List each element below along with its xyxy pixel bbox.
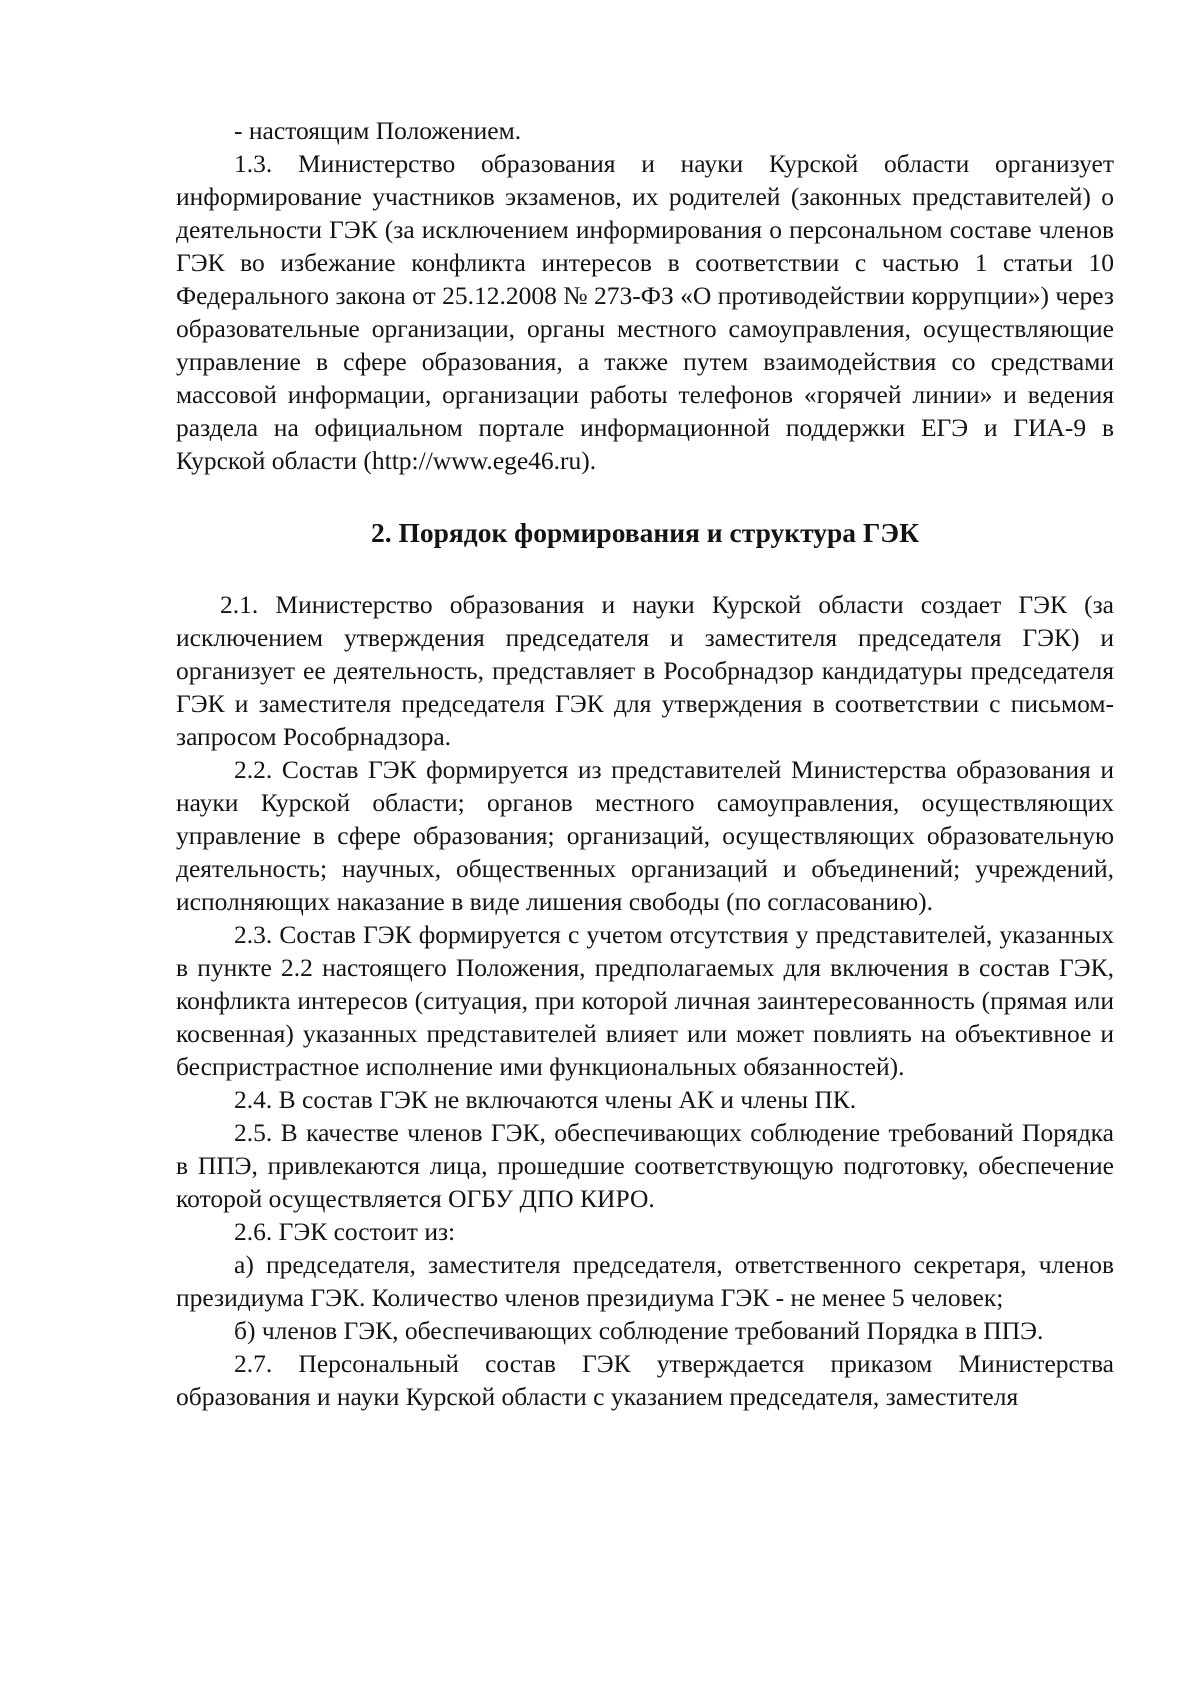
paragraph-2-5: 2.5. В качестве членов ГЭК, обеспечивающих соблюдение требований Порядка в ППЭ, привлекаются лица, прошедшие соответствующую подготовку, обеспечение которой осуществляется ОГБУ ДПО КИРО. — [176, 1118, 1114, 1213]
paragraph-1-3: 1.3. Министерство образования и науки Курской области организует информирование участников экзаменов, их родителей (законных представителей) о деятельности ГЭК (за исключением информирования о персональном составе членов ГЭК во избежание конфликта интересов в соответствии с частью 1 статьи 10 Федерального закона от 25.12.2008 № 273-ФЗ «О противодействии коррупции») через образовательные организации, органы местного самоуправления, осуществляющие управление в сфере образования, а также путем взаимодействия со средствами массовой информации, организации работы телефонов «горячей линии» и ведения раздела на официальном портале информационной поддержки ЕГЭ и ГИА-9 в Курской области (http://www.ege46.ru). — [176, 149, 1114, 475]
paragraph-2-1: 2.1. Министерство образования и науки Курской области создает ГЭК (за исключением утверждения председателя и заместителя председателя ГЭК) и организует ее деятельность, представляет в Рособрнадзор кандидатуры председателя ГЭК и заместителя председателя ГЭК для утверждения в соответствии с письмом-запросом Рособрнадзора. — [176, 590, 1114, 751]
paragraph-2-6-b: б) членов ГЭК, обеспечивающих соблюдение требований Порядка в ППЭ. — [234, 1316, 1044, 1345]
paragraph-2-2: 2.2. Состав ГЭК формируется из представителей Министерства образования и науки Курской области; органов местного самоуправления, осуществляющих управление в сфере образования; организаций, осуществляющих образовательную деятельность; научных, общественных организаций и объединений; учреждений, исполняющих наказание в виде лишения свободы (по согласованию). — [176, 755, 1114, 916]
paragraph-2-3: 2.3. Состав ГЭК формируется с учетом отсутствия у представителей, указанных в пункте 2.2 настоящего Положения, предполагаемых для включения в состав ГЭК, конфликта интересов (ситуация, при которой личная заинтересованность (прямая или косвенная) указанных представителей влияет или может повлиять на объективное и беспристрастное исполнение ими функциональных обязанностей). — [176, 920, 1114, 1081]
paragraph-2-6-a: а) председателя, заместителя председателя, ответственного секретаря, членов президиума ГЭК. Количество членов президиума ГЭК - не менее 5 человек; — [176, 1250, 1114, 1312]
section-heading: 2. Порядок формирования и структура ГЭК — [370, 517, 920, 548]
paragraph-2-6: 2.6. ГЭК состоит из: — [234, 1217, 456, 1246]
intro-line: - настоящим Положением. — [234, 116, 522, 145]
document-body — [176, 114, 1114, 1413]
paragraph-2-4: 2.4. В состав ГЭК не включаются члены АК и члены ПК. — [234, 1085, 857, 1114]
paragraph-2-7: 2.7. Персональный состав ГЭК утверждается приказом Министерства образования и науки Курской области с указанием председателя, заместителя — [176, 1349, 1114, 1411]
